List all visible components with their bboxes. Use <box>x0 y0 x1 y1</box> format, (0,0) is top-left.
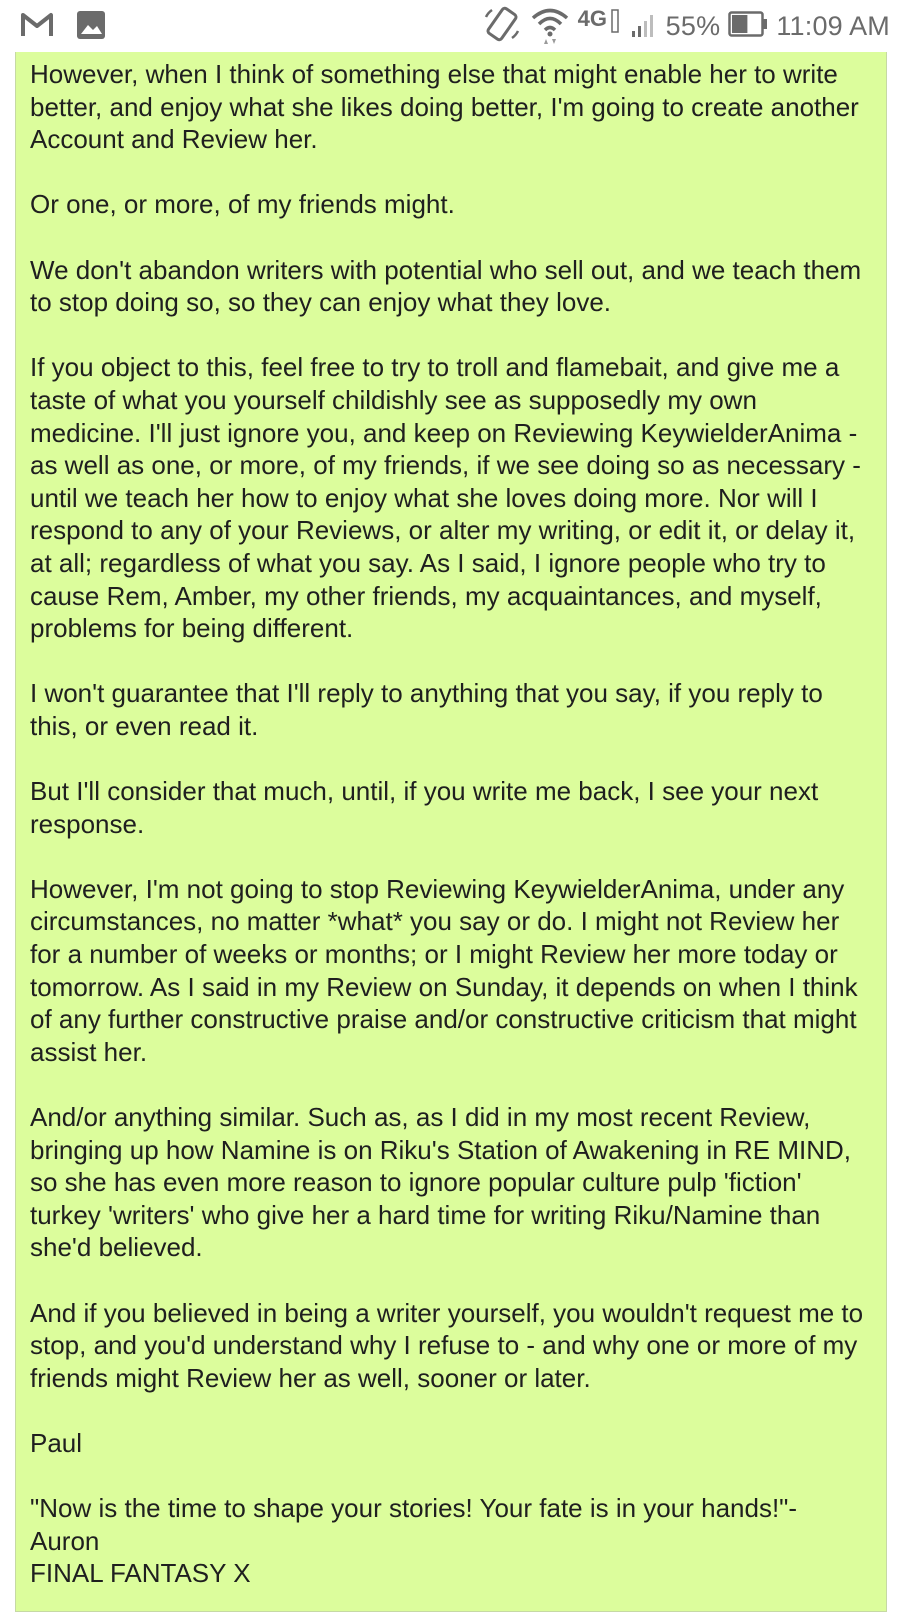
message-paragraph: And/or anything similar. Such as, as I did in my most recent Review, bringing up how Namine is on Riku's Station of Awakening in RE MIND, so she has even more reason to ignore popular culture pulp 'fiction' turkey 'writers' who give her a hard time for writing Riku/Namine than she'd believed. <box>30 1102 852 1263</box>
message-card <box>15 52 887 1612</box>
message-paragraph: If you object to this, feel free to try to troll and flamebait, and give me a taste of what you yourself childishly see as supposedly my own medicine. I'll just ignore you, and keep on Reviewing KeywielderAnima - as well as one, or more, of my friends, if we see doing so as necessary - until we teach her how to enjoy what she loves doing more. Nor will I respond to any of your Reviews, or alter my writing, or edit it, or delay it, at all; regardless of what you say. As I said, I ignore people who try to cause Rem, Amber, my other friends, my acquaintances, and myself, problems for being different. <box>30 352 861 644</box>
message-paragraph: I won't guarantee that I'll reply to anything that you say, if you reply to this, or even read it. <box>30 678 823 741</box>
message-paragraph: And if you believed in being a writer yourself, you wouldn't request me to stop, and you'd understand why I refuse to - and why one or more of my friends might Review her as well, sooner or later. <box>30 1297 864 1393</box>
notification-icons <box>20 10 128 45</box>
message-body <box>30 58 872 1590</box>
quote-signature: "Now is the time to shape your stories! Your fate is in your hands!"- Auron FINAL FANTASY X <box>30 1493 798 1589</box>
message-paragraph: However, when I think of something else that might enable her to write better, and enjoy what she likes doing better, I'm going to create another Account and Review her. <box>30 59 859 155</box>
wifi-icon <box>530 4 570 49</box>
rotate-icon <box>482 5 522 48</box>
message-paragraph: Or one, or more, of my friends might. <box>30 189 455 220</box>
signal-icon <box>630 9 660 44</box>
lte-4g-icon <box>578 8 622 44</box>
gmail-icon <box>20 11 54 44</box>
message-paragraph: But I'll consider that much, until, if you write me back, I see your next response. <box>30 776 819 839</box>
battery-icon <box>728 10 768 43</box>
status-bar <box>0 0 900 52</box>
network-type-label: 4G <box>577 6 608 31</box>
clock: 11:09 AM <box>776 10 890 41</box>
battery-percent: 55% <box>665 10 721 41</box>
message-paragraph: However, I'm not going to stop Reviewing KeywielderAnima, under any circumstances, no matter *what* you say or do. I might not Review her for a number of weeks or months; or I might Review her more today or tomorrow. As I said in my Review on Sunday, it depends on when I think of any further constructive praise and/or constructive criticism that might assist her. <box>30 873 858 1067</box>
gallery-icon <box>76 10 106 45</box>
message-paragraph: We don't abandon writers with potential who sell out, and we teach them to stop doing so, so they can enjoy what they love. <box>30 254 862 318</box>
signature: Paul <box>30 1427 83 1458</box>
system-indicators <box>474 6 890 46</box>
